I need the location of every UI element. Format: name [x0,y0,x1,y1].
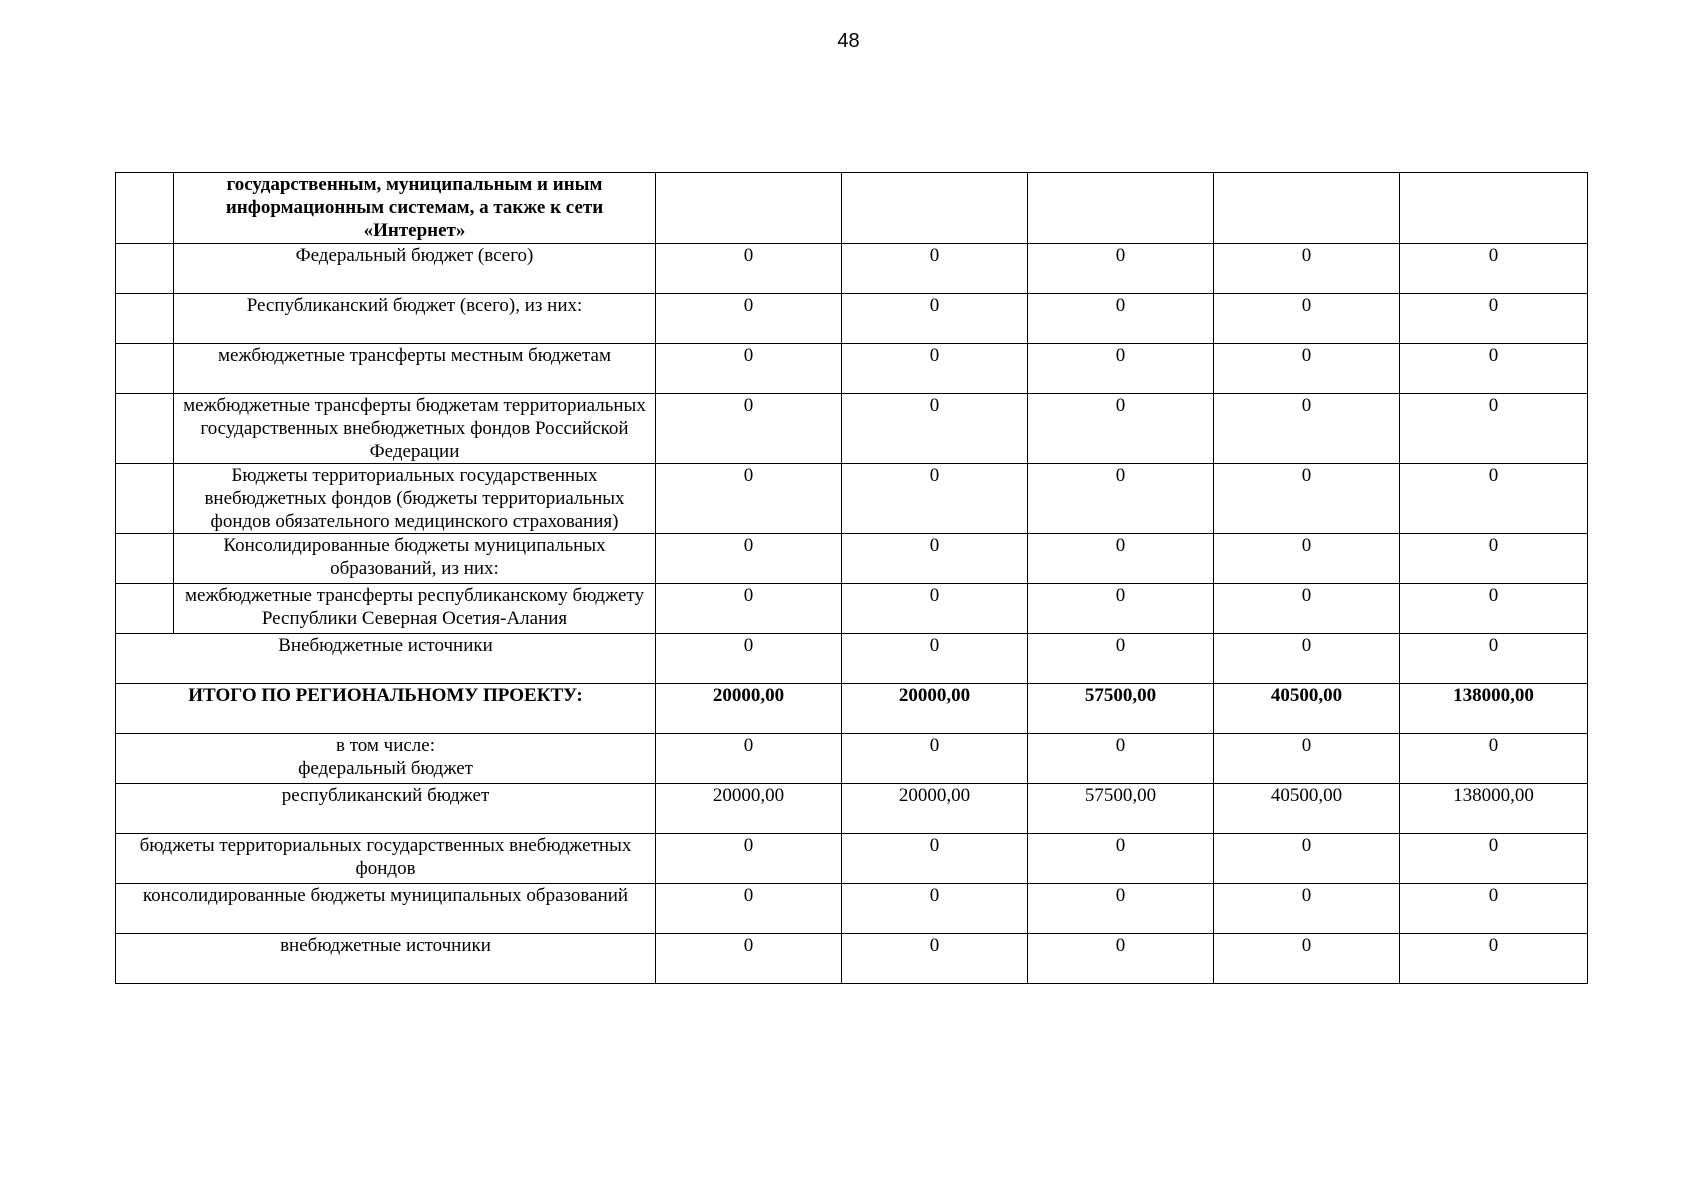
row-label: Внебюджетные источники [116,634,656,684]
value-cell: 0 [1028,634,1214,684]
row-label: межбюджетные трансферты местным бюджетам [174,344,656,394]
value-cell: 0 [1400,934,1588,984]
table-row [116,634,1588,684]
table-row [116,734,1588,784]
table-row [116,294,1588,344]
page-number: 48 [837,30,860,52]
value-cell: 0 [1028,344,1214,394]
value-cell: 0 [842,734,1028,784]
value-cell: 0 [656,244,842,294]
value-cell: 0 [1400,294,1588,344]
value-cell: 0 [656,634,842,684]
value-cell: 57500,00 [1028,684,1214,734]
budget-table [115,172,1588,984]
table-row [116,834,1588,884]
row-number-cell [116,173,174,244]
value-cell: 0 [842,244,1028,294]
total-row [116,684,1588,734]
value-cell: 20000,00 [842,684,1028,734]
value-cell: 0 [1400,344,1588,394]
row-number-cell [116,584,174,634]
table-row [116,934,1588,984]
table-row [116,584,1588,634]
row-label: внебюджетные источники [116,934,656,984]
row-label: Республиканский бюджет (всего), из них: [174,294,656,344]
value-cell: 0 [1400,834,1588,884]
value-cell: 0 [1400,634,1588,684]
row-label-line: в том числе: [335,735,436,756]
value-cell: 0 [1214,464,1400,534]
value-cell [1028,173,1214,244]
value-cell: 0 [1400,584,1588,634]
value-cell: 0 [656,834,842,884]
row-label: межбюджетные трансферты бюджетам территориальных государственных внебюджетных фондов Российской Федерации [174,394,656,464]
value-cell: 0 [1214,584,1400,634]
value-cell: 0 [842,464,1028,534]
value-cell: 0 [1028,244,1214,294]
row-number-cell [116,534,174,584]
value-cell: 0 [1214,394,1400,464]
value-cell: 0 [842,884,1028,934]
value-cell [1214,173,1400,244]
value-cell: 0 [1214,634,1400,684]
table-row [116,394,1588,464]
value-cell: 0 [1400,244,1588,294]
value-cell: 20000,00 [656,784,842,834]
value-cell: 0 [1400,534,1588,584]
value-cell: 0 [1400,394,1588,464]
value-cell: 0 [1028,534,1214,584]
value-cell: 0 [1214,344,1400,394]
value-cell: 0 [656,934,842,984]
value-cell: 0 [1214,534,1400,584]
value-cell: 0 [1028,464,1214,534]
value-cell: 0 [656,344,842,394]
value-cell: 40500,00 [1214,784,1400,834]
row-number-cell [116,294,174,344]
value-cell: 0 [1028,834,1214,884]
value-cell: 0 [842,344,1028,394]
row-label: Консолидированные бюджеты муниципальных образований, из них: [174,534,656,584]
row-number-cell [116,344,174,394]
table-row [116,464,1588,534]
value-cell: 0 [1214,244,1400,294]
value-cell: 0 [656,734,842,784]
value-cell: 20000,00 [842,784,1028,834]
value-cell: 0 [1214,734,1400,784]
row-number-cell [116,394,174,464]
value-cell: 0 [1214,834,1400,884]
value-cell: 0 [1028,734,1214,784]
value-cell: 0 [656,884,842,934]
row-label: Федеральный бюджет (всего) [174,244,656,294]
value-cell: 0 [842,394,1028,464]
value-cell: 0 [1028,294,1214,344]
value-cell: 0 [656,394,842,464]
value-cell: 0 [1400,464,1588,534]
value-cell: 0 [1028,884,1214,934]
value-cell: 0 [1214,294,1400,344]
value-cell [656,173,842,244]
row-label: межбюджетные трансферты республиканскому бюджету Республики Северная Осетия-Алания [174,584,656,634]
value-cell: 0 [842,934,1028,984]
table-row [116,173,1588,244]
value-cell: 0 [1214,934,1400,984]
table-row [116,244,1588,294]
row-label [116,734,656,784]
row-label-line: федеральный бюджет [298,758,473,779]
value-cell: 0 [1028,934,1214,984]
value-cell [842,173,1028,244]
value-cell: 57500,00 [1028,784,1214,834]
value-cell: 0 [842,534,1028,584]
value-cell: 0 [842,584,1028,634]
value-cell: 138000,00 [1400,684,1588,734]
table-row [116,784,1588,834]
row-label: ИТОГО ПО РЕГИОНАЛЬНОМУ ПРОЕКТУ: [116,684,656,734]
row-number-cell [116,464,174,534]
value-cell: 0 [656,464,842,534]
table-row [116,344,1588,394]
value-cell: 40500,00 [1214,684,1400,734]
value-cell: 0 [1214,884,1400,934]
value-cell: 0 [842,294,1028,344]
value-cell: 0 [1028,584,1214,634]
row-label: бюджеты территориальных государственных внебюджетных фондов [116,834,656,884]
value-cell: 0 [656,584,842,634]
value-cell: 0 [842,834,1028,884]
value-cell: 138000,00 [1400,784,1588,834]
value-cell: 0 [656,534,842,584]
value-cell: 0 [1400,884,1588,934]
row-label: консолидированные бюджеты муниципальных образований [116,884,656,934]
table-row [116,534,1588,584]
row-label: государственным, муниципальным и иным информационным системам, а также к сети «Интернет» [174,173,656,244]
row-number-cell [116,244,174,294]
table-row [116,884,1588,934]
row-label: республиканский бюджет [116,784,656,834]
value-cell [1400,173,1588,244]
row-label: Бюджеты территориальных государственных внебюджетных фондов (бюджеты территориальных фондов обязательного медицинского страхования) [174,464,656,534]
value-cell: 20000,00 [656,684,842,734]
value-cell: 0 [656,294,842,344]
value-cell: 0 [842,634,1028,684]
value-cell: 0 [1400,734,1588,784]
value-cell: 0 [1028,394,1214,464]
